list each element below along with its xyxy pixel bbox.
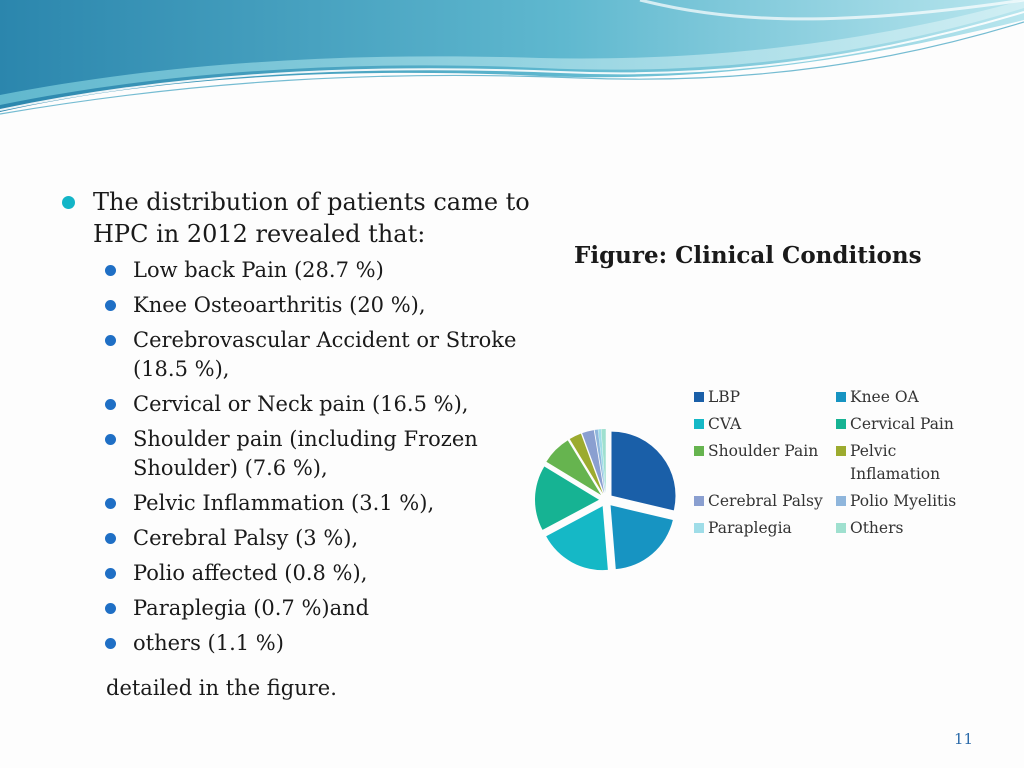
legend-entry [836,490,966,513]
list-item: Polio affected (0.8 %), [104,559,554,588]
legend-entry [836,517,966,540]
legend-swatch [836,523,846,533]
outro-text: detailed in the figure. [106,676,337,700]
pie-slice-knee-oa [611,505,673,569]
bullet-icon [105,498,116,509]
legend-swatch [694,446,704,456]
list-item: Cerebral Palsy (3 %), [104,524,554,553]
legend-entry [694,386,836,409]
bullet-icon [105,265,116,276]
legend-entry [836,413,966,436]
header-wave-decoration [0,0,1024,120]
intro-text: The distribution of patients came to HPC in 2012 revealed that: [93,188,530,248]
legend-entry [694,517,836,540]
chart-legend [694,386,966,540]
bullet-icon [105,300,116,311]
list-item: Low back Pain (28.7 %) [104,256,554,285]
bullet-icon [105,335,116,346]
legend-swatch [694,419,704,429]
bullet-icon [105,533,116,544]
legend-label: Knee OA [850,388,919,406]
bullet-icon [105,603,116,614]
legend-label: Others [850,519,904,537]
legend-label: Cervical Pain [850,415,954,433]
list-item: Cervical or Neck pain (16.5 %), [104,390,554,419]
legend-entry [694,490,836,513]
list-item: Knee Osteoarthritis (20 %), [104,291,554,320]
legend-swatch [694,523,704,533]
bullet-icon [105,399,116,410]
list-item: Shoulder pain (including Frozen Shoulder) (7.6 %), [104,425,554,483]
list-item: Cerebrovascular Accident or Stroke (18.5 %), [104,326,554,384]
legend-label: Polio Myelitis [850,492,957,510]
legend-swatch [836,419,846,429]
chart-title: Figure: Clinical Conditions [574,242,922,269]
legend-swatch [694,496,704,506]
bullet-icon [105,568,116,579]
list-item: Paraplegia (0.7 %)and [104,594,554,623]
legend-label: Shoulder Pain [708,442,819,460]
list-item: Pelvic Inflammation (3.1 %), [104,489,554,518]
legend-label: Pelvic Inflamation [850,442,941,483]
legend-swatch [836,446,846,456]
page-number: 11 [954,730,974,748]
legend-entry [694,413,836,436]
legend-label: Cerebral Palsy [708,492,823,510]
legend-swatch [836,392,846,402]
intro-paragraph [62,186,542,250]
conditions-list [104,256,554,664]
legend-swatch [836,496,846,506]
pie-slice-lbp [611,432,675,511]
list-item: others (1.1 %) [104,629,554,658]
legend-label: CVA [708,415,742,433]
pie-chart [526,420,686,580]
legend-swatch [694,392,704,402]
legend-entry [694,440,836,486]
legend-label: LBP [708,388,741,406]
legend-label: Paraplegia [708,519,792,537]
bullet-icon [105,638,116,649]
legend-entry [836,386,966,409]
bullet-icon [62,196,75,209]
legend-entry [836,440,966,486]
bullet-icon [105,434,116,445]
